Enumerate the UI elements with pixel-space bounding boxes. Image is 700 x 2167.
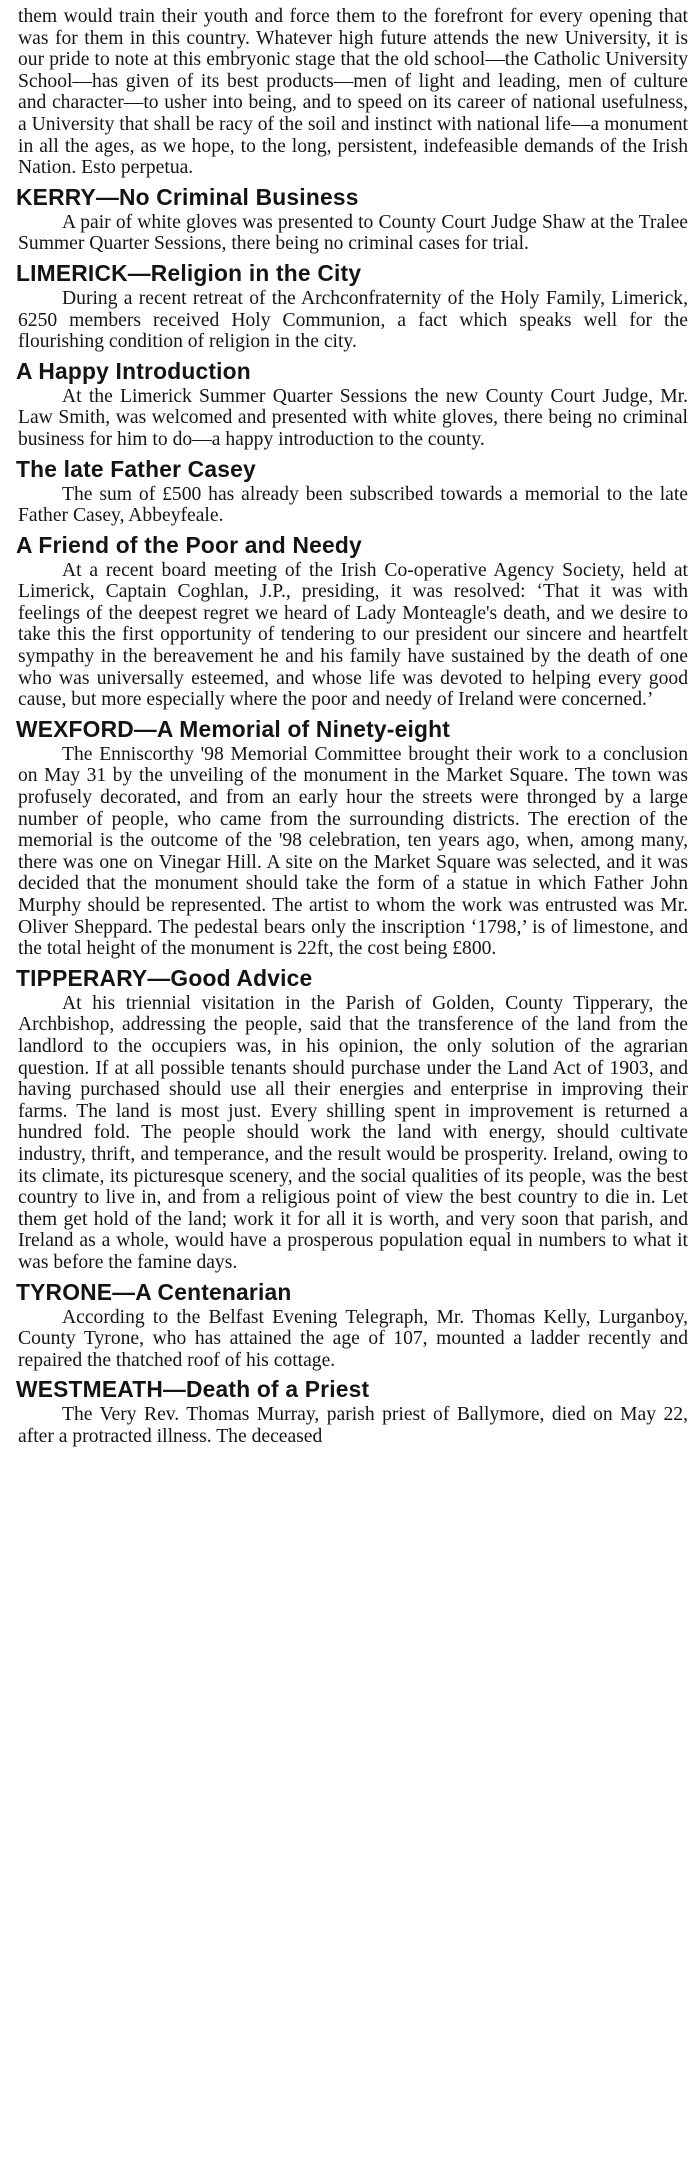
section-heading: The late Father Casey xyxy=(16,455,256,482)
section-kerry xyxy=(18,185,688,255)
section-heading: A Friend of the Poor and Needy xyxy=(16,531,362,558)
section-body: At the Limerick Summer Quarter Sessions the new County Court Judge, Mr. Law Smith, was welcomed and presented with white gloves, there being no criminal business for him to do—a happy introduction to the county. xyxy=(18,385,688,450)
section-westmeath xyxy=(18,1377,688,1447)
section-body: The Enniscorthy '98 Memorial Committee brought their work to a conclusion on May 31 by the unveiling of the monument in the Market Square. The town was profusely decorated, and from an early hour the streets were thronged by a large number of people, who came from the surrounding districts. The erection of the memorial is the outcome of the '98 celebration, ten years ago, when, among many, there was one on Vinegar Hill. A site on the Market Square was selected, and it was decided that the monument should take the form of a statue in which Father John Murphy should be represented. The artist to whom the work was entrusted was Mr. Oliver Sheppard. The pedestal bears only the inscription ‘1798,’ is of limestone, and the total height of the monument is 22ft, the cost being £800. xyxy=(18,743,688,960)
section-heading: A Happy Introduction xyxy=(16,357,251,384)
section-heading: TYRONE—A Centenarian xyxy=(16,1278,292,1305)
section-limerick xyxy=(18,261,688,353)
section-body: The Very Rev. Thomas Murray, parish priest of Ballymore, died on May 22, after a protracted illness. The deceased xyxy=(18,1404,688,1447)
section-heading: LIMERICK—Religion in the City xyxy=(16,259,362,286)
section-tipperary xyxy=(18,966,688,1274)
section-body: During a recent retreat of the Archconfraternity of the Holy Family, Limerick, 6250 members received Holy Communion, a fact which speaks well for the flourishing condition of religion in the city. xyxy=(18,287,688,353)
section-happy-introduction xyxy=(18,359,688,451)
section-friend-of-the-poor xyxy=(18,533,688,711)
opening-paragraph: them would train their youth and force them to the forefront for every opening that was for them in this country. Whatever high future attends the new University, it is our pride to note at this embryonic stage that the old school—the Catholic University School—has given of its best products—men of light and leading, men of culture and character—to usher into being, and to speed on its career of national usefulness, a University that shall be racy of the soil and instinct with national life—a monument in all the ages, as we hope, to the long, persistent, indefeasible demands of the Irish Nation. Esto perpetua. xyxy=(18,6,688,179)
section-wexford xyxy=(18,717,688,960)
section-body: The sum of £500 has already been subscribed towards a memorial to the late Father Casey, Abbeyfeale. xyxy=(18,483,688,527)
section-heading: WESTMEATH—Death of a Priest xyxy=(16,1376,370,1403)
section-tyrone xyxy=(18,1280,688,1372)
section-heading: WEXFORD—A Memorial of Ninety-eight xyxy=(16,715,451,742)
section-heading: TIPPERARY—Good Advice xyxy=(16,964,313,991)
section-body: A pair of white gloves was presented to County Court Judge Shaw at the Tralee Summer Quarter Sessions, there being no criminal cases for trial. xyxy=(18,211,688,255)
section-body: According to the Belfast Evening Telegraph, Mr. Thomas Kelly, Lurganboy, County Tyrone, who has attained the age of 107, mounted a ladder recently and repaired the thatched roof of his cottage. xyxy=(18,1306,688,1371)
section-body: At a recent board meeting of the Irish Co-operative Agency Society, held at Limerick, Captain Coghlan, J.P., presiding, it was resolved: ‘That it was with feelings of the deepest regret we heard of Lady Monteagle's death, and we desire to take this the first opportunity of tendering to our president our sincere and heartfelt sympathy in the bereavement he and his family have sustained by the death of one who was universally esteemed, and whose life was devoted to helping every good cause, but more especially where the poor and needy of Ireland were concerned.’ xyxy=(18,559,688,711)
section-father-casey xyxy=(18,457,688,527)
section-body: At his triennial visitation in the Parish of Golden, County Tipperary, the Archbishop, addressing the people, said that the transference of the land from the landlord to the occupiers was, in his opinion, the only solution of the agrarian question. If at all possible tenants should purchase under the Land Act of 1903, and having purchased should use all their energies and enterprise in improving their farms. The land is most just. Every shilling spent in improvement is returned a hundred fold. The people should work the land with energy, should cultivate industry, thrift, and temperance, and the result would be prosperity. Ireland, owing to its climate, its picturesque scenery, and the social qualities of its people, was the best country to live in, and from a religious point of view the best country to die in. Let them get hold of the land; work it for all it is worth, and very soon that parish, and Ireland as a whole, would have a prosperous population equal in numbers to what it was before the famine days. xyxy=(18,992,688,1273)
section-heading: KERRY—No Criminal Business xyxy=(16,183,359,210)
